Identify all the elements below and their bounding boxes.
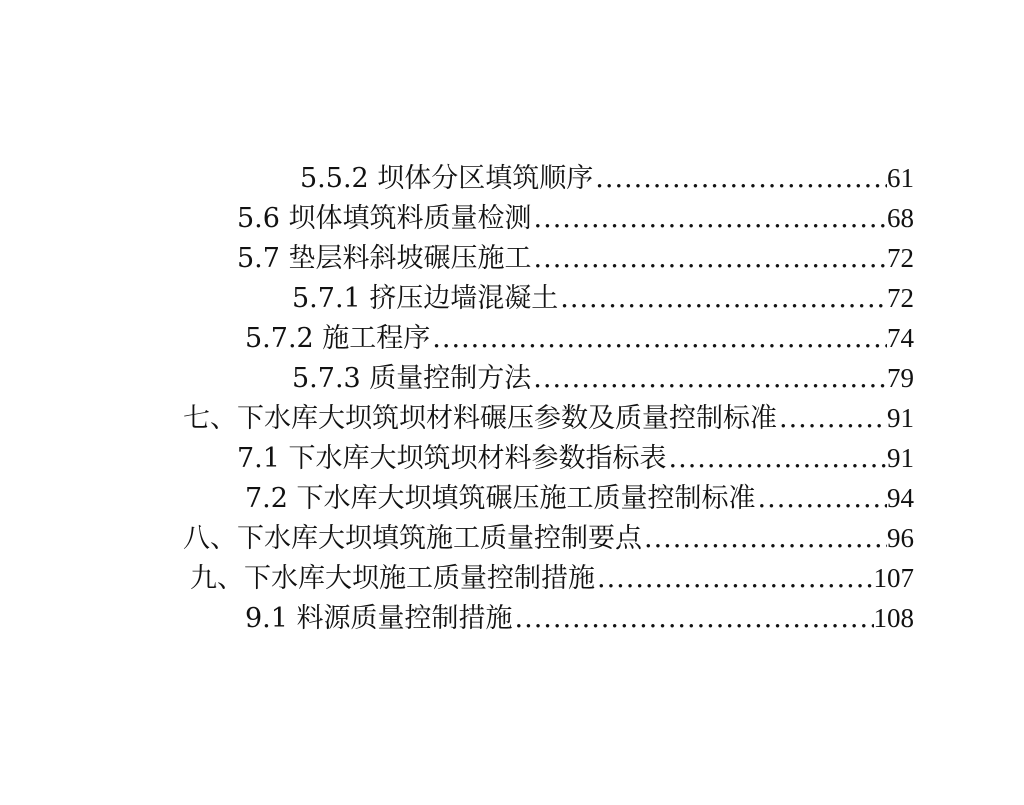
toc-dot-leader: [777, 399, 887, 439]
toc-dot-leader: [430, 319, 887, 359]
toc-dot-leader: [532, 199, 887, 239]
toc-entry-title: 9.1 料源质量控制措施: [245, 603, 513, 634]
toc-dot-leader: [595, 559, 874, 599]
toc-entry-title: 5.7.2 施工程序: [245, 323, 431, 354]
toc-entry-page: 72: [887, 283, 914, 313]
toc-entry-page: 79: [887, 363, 914, 393]
toc-entry-page: 94: [887, 483, 914, 513]
toc-entry-title: 7.1 下水库大坝筑坝材料参数指标表: [237, 443, 667, 474]
toc-dot-leader: [532, 239, 887, 279]
toc-entry-title: 5.7 垫层料斜坡碾压施工: [237, 243, 532, 274]
toc-entry-title: 九、下水库大坝施工质量控制措施: [190, 563, 595, 594]
toc-entry-chapter-8[interactable]: [183, 518, 914, 558]
toc-entry-page: 96: [887, 523, 914, 553]
toc-entry-5-6[interactable]: [237, 198, 914, 238]
toc-entry-chapter-9[interactable]: [190, 558, 914, 598]
toc-entry-page: 61: [887, 163, 914, 193]
toc-entry-5-7-2[interactable]: [245, 318, 914, 358]
toc-entry-5-7-1[interactable]: [292, 278, 914, 318]
toc-dot-leader: [667, 439, 887, 479]
toc-entry-page: 68: [887, 203, 914, 233]
toc-entry-title: 七、下水库大坝筑坝材料碾压参数及质量控制标准: [183, 403, 777, 434]
toc-entry-title: 5.7.1 挤压边墙混凝土: [292, 283, 559, 314]
toc-entry-5-7-3[interactable]: [292, 358, 914, 398]
toc-entry-page: 72: [887, 243, 914, 273]
toc-entry-page: 91: [887, 403, 914, 433]
toc-entry-title: 5.5.2 坝体分区填筑顺序: [300, 163, 594, 194]
toc-dot-leader: [642, 519, 887, 559]
toc-entry-title: 5.6 坝体填筑料质量检测: [237, 203, 532, 234]
toc-entry-9-1[interactable]: [245, 598, 914, 638]
toc-entry-title: 八、下水库大坝填筑施工质量控制要点: [183, 523, 642, 554]
toc-entry-5-7[interactable]: [237, 238, 914, 278]
toc-entry-7-2[interactable]: [245, 478, 914, 518]
toc-entry-chapter-7[interactable]: [183, 398, 914, 438]
toc-entry-title: 5.7.3 质量控制方法: [292, 363, 532, 394]
toc-dot-leader: [531, 359, 887, 399]
toc-entry-7-1[interactable]: [237, 438, 914, 478]
toc-entry-title: 7.2 下水库大坝填筑碾压施工质量控制标准: [245, 483, 756, 514]
toc-entry-5-5-2[interactable]: [300, 158, 914, 198]
toc-dot-leader: [513, 599, 874, 639]
toc-entry-page: 107: [873, 563, 914, 593]
toc-entry-page: 91: [887, 443, 914, 473]
toc-entry-page: 108: [873, 603, 914, 633]
toc-dot-leader: [558, 279, 887, 319]
toc-entry-page: 74: [887, 323, 914, 353]
toc-dot-leader: [593, 159, 887, 199]
toc-dot-leader: [756, 479, 887, 519]
